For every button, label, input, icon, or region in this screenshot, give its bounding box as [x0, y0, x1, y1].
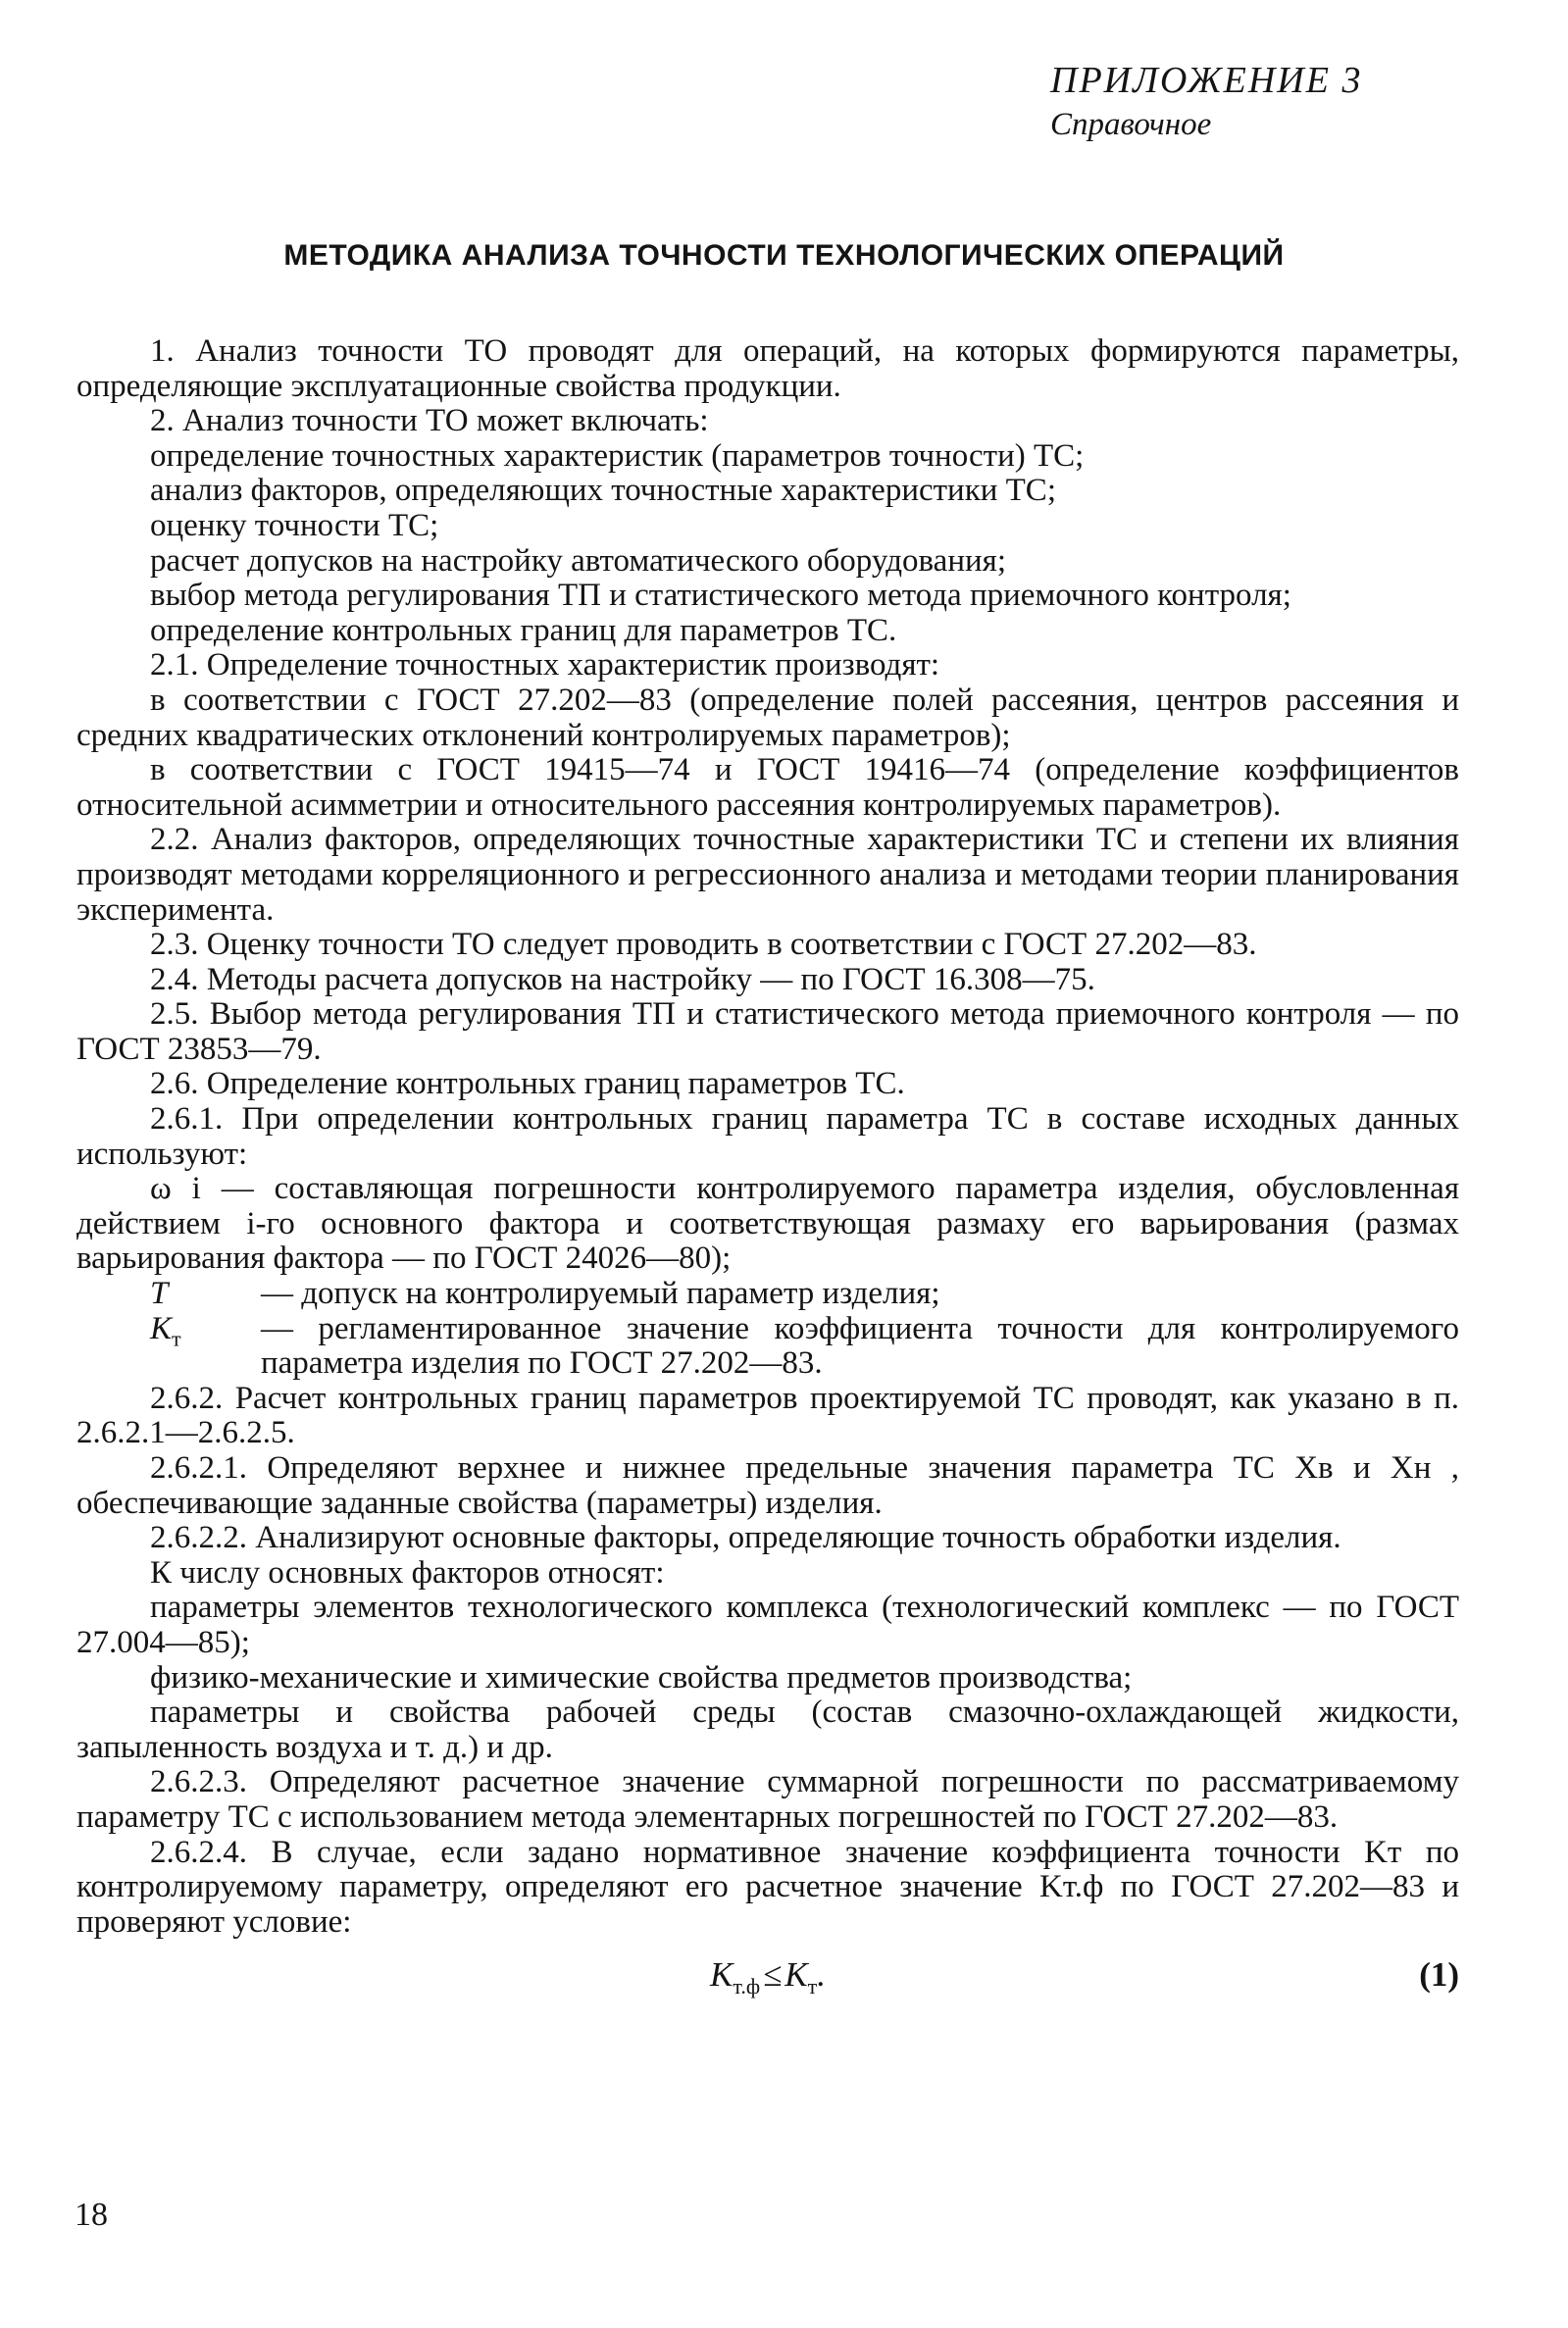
list-item: анализ факторов, определяющих точностные характеристики ТС; [150, 473, 1056, 509]
symbol-t: T [150, 1276, 169, 1312]
definition-text: — допуск на контролируемый параметр изделия; [261, 1276, 940, 1312]
formula-number: (1) [1419, 1955, 1459, 1995]
paragraph-1: 1. Анализ точности ТО проводят для операций, на которых формируются параметры, определяющие эксплуатационные свойства продукции. [76, 333, 1459, 404]
paragraph-2-5: 2.5. Выбор метода регулирования ТП и статистического метода приемочного контроля — по ГОСТ 23853—79. [76, 996, 1459, 1067]
page-header [1050, 57, 1462, 145]
document-title: МЕТОДИКА АНАЛИЗА ТОЧНОСТИ ТЕХНОЛОГИЧЕСКИХ ОПЕРАЦИЙ [283, 239, 1285, 272]
paragraph-2-6-2-3: 2.6.2.3. Определяют расчетное значение суммарной погрешности по рассматриваемому параметру ТС с использованием метода элементарных погрешностей по ГОСТ 27.202—83. [76, 1764, 1459, 1835]
paragraph-2-6-2-4: 2.6.2.4. В случае, если задано нормативное значение коэффициента точности Kт по контролируемому параметру, определяют его расчетное значение Kт.ф по ГОСТ 27.202—83 и проверяют условие: [76, 1834, 1459, 1940]
list-item: физико-механические и химические свойства предметов производства; [150, 1659, 1133, 1695]
symbol-kt: $K_т$ [150, 1310, 181, 1351]
paragraph-2-6-1: 2.6.1. При определении контрольных границ параметра ТС в составе исходных данных используют: [76, 1101, 1459, 1172]
paragraph-2-6-2-1: 2.6.2.1. Определяют верхнее и нижнее предельные значения параметра ТС Xв и Xн , обеспечивающие заданные свойства (параметры) изделия. [76, 1450, 1459, 1521]
paragraph-2: 2. Анализ точности ТО может включать: [150, 403, 709, 439]
appendix-label: ПРИЛОЖЕНИЕ 3 [1050, 60, 1363, 101]
body-text [76, 334, 1459, 2008]
paragraph-2-6-2: 2.6.2. Расчет контрольных границ параметров проектируемой ТС проводят, как указано в п. 2.6.2.1—2.6.2.5. [76, 1380, 1459, 1451]
paragraph-2-1: 2.1. Определение точностных характеристик производят: [150, 647, 940, 683]
paragraph-2-4: 2.4. Методы расчета допусков на настройку — по ГОСТ 16.308—75. [150, 961, 1095, 997]
paragraph-2-2: 2.2. Анализ факторов, определяющих точностные характеристики ТС и степени их влияния производят методами корреляционного и регрессионного анализа и методами теории планирования эксперимента. [76, 822, 1459, 928]
omega-definition: ω i — составляющая погрешности контролируемого параметра изделия, обусловленная действием i-го основного фактора и соответствующая размаху его варьирования (размах варьирования фактора — по ГОСТ 24026—80); [76, 1171, 1459, 1277]
factors-intro: К числу основных факторов относят: [150, 1554, 665, 1591]
paragraph-2-6-2-2: 2.6.2.2. Анализируют основные факторы, определяющие точность обработки изделия. [150, 1520, 1341, 1556]
definition-text: — регламентированное значение коэффициента точности для контролируемого параметра изделия по ГОСТ 27.202—83. [261, 1310, 1459, 1382]
page-number: 18 [75, 2197, 108, 2233]
definition-t [76, 1277, 1459, 1312]
formula-expression: $K_{т.ф}$ ≤ $K_т$. [710, 1955, 826, 1999]
list-item: выбор метода регулирования ТП и статистического метода приемочного контроля; [150, 578, 1291, 614]
formula-1 [76, 1957, 1459, 2008]
list-item: расчет допусков на настройку автоматического оборудования; [150, 542, 1007, 579]
list-item: определение точностных характеристик (параметров точности) ТС; [150, 437, 1085, 474]
list-item: в соответствии с ГОСТ 19415—74 и ГОСТ 19416—74 (определение коэффициентов относительной асимметрии и относительного рассеяния контролируемых параметров). [76, 752, 1459, 823]
list-item: оценку точности ТС; [150, 507, 439, 543]
list-item: в соответствии с ГОСТ 27.202—83 (определение полей рассеяния, центров рассеяния и средних квадратических отклонений контролируемых параметров); [76, 682, 1459, 753]
appendix-type: Справочное [1050, 107, 1212, 142]
paragraph-2-6: 2.6. Определение контрольных границ параметров ТС. [150, 1066, 905, 1102]
paragraph-2-3: 2.3. Оценку точности ТО следует проводить в соответствии с ГОСТ 27.202—83. [150, 927, 1257, 963]
definition-kt [76, 1312, 1459, 1382]
list-item: параметры и свойства рабочей среды (состав смазочно-охлаждающей жидкости, запыленность воздуха и т. д.) и др. [76, 1695, 1459, 1765]
list-item: параметры элементов технологического комплекса (технологический комплекс — по ГОСТ 27.004—85); [76, 1590, 1459, 1660]
list-item: определение контрольных границ для параметров ТС. [150, 612, 897, 648]
